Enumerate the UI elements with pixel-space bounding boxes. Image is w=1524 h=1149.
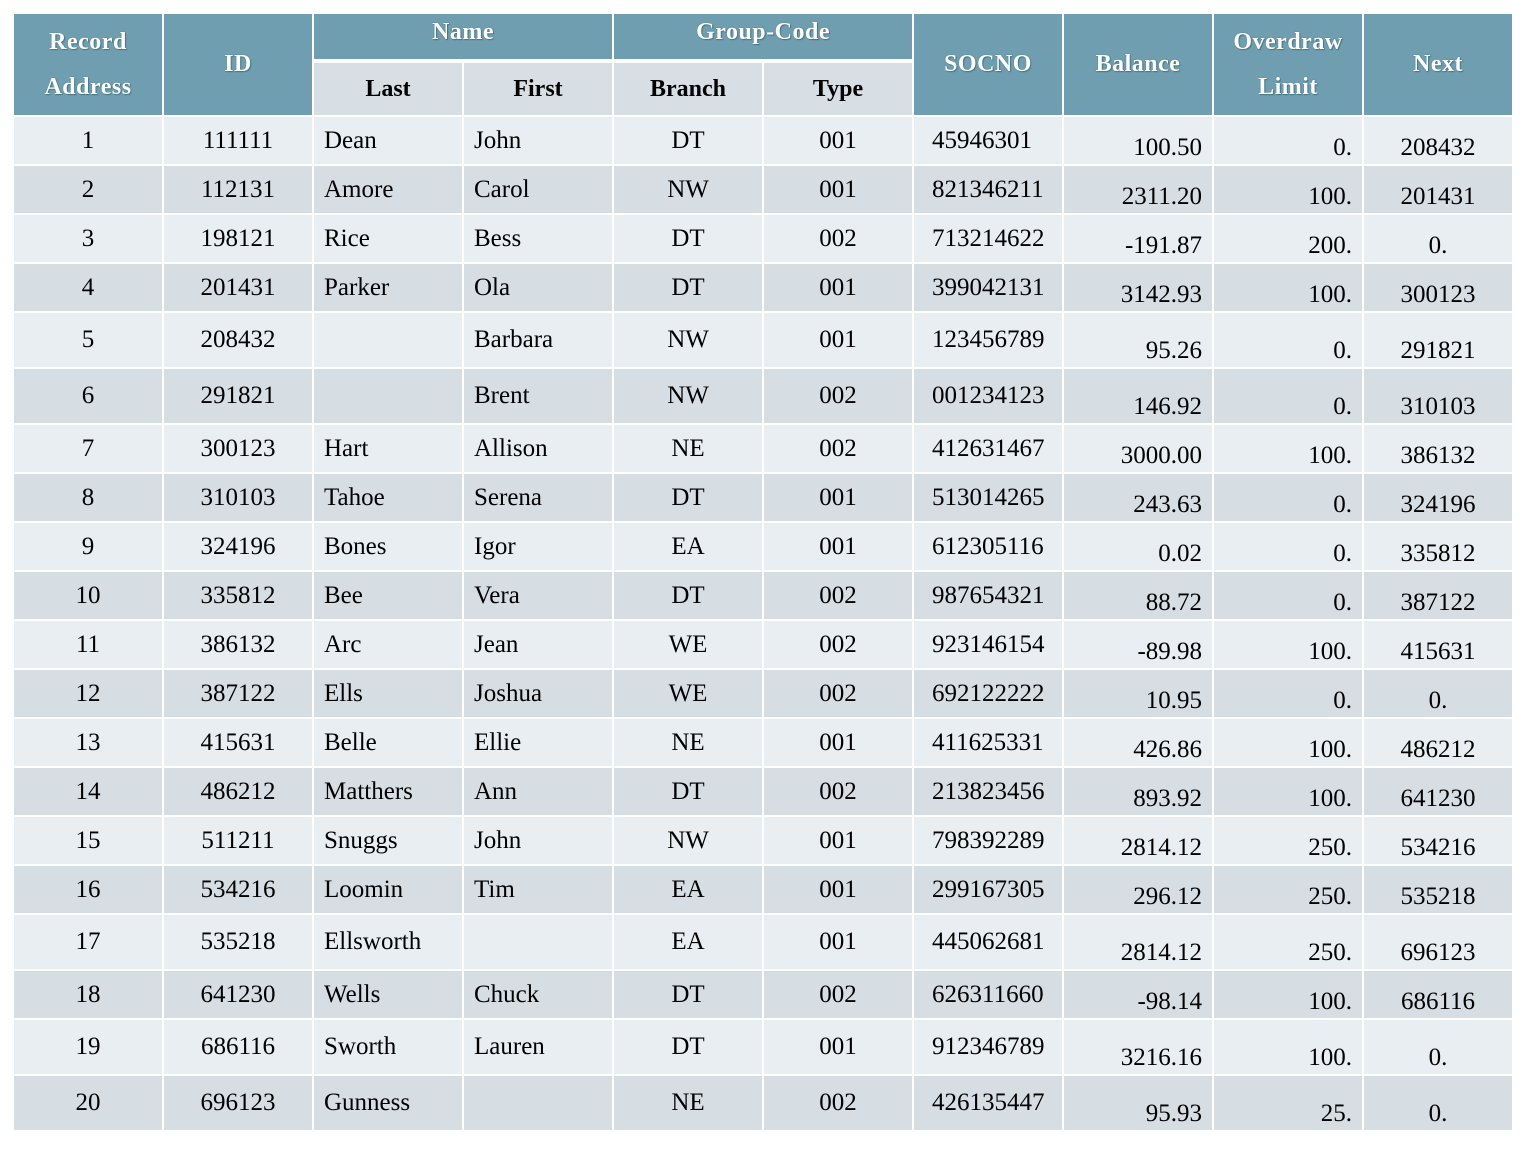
cell-id: 300123 <box>163 424 313 473</box>
header-first: First <box>463 61 613 116</box>
table-row <box>13 914 1513 970</box>
cell-socno: 612305116 <box>913 522 1063 571</box>
cell-next: 535218 <box>1363 865 1513 914</box>
cell-overdraw-limit: 100. <box>1213 1019 1363 1075</box>
cell-socno: 912346789 <box>913 1019 1063 1075</box>
cell-overdraw-limit: 0. <box>1213 368 1363 424</box>
cell-overdraw-limit: 100. <box>1213 718 1363 767</box>
cell-last-name: Dean <box>313 116 463 165</box>
cell-type: 002 <box>763 571 913 620</box>
cell-first-name: Brent <box>463 368 613 424</box>
cell-id: 511211 <box>163 816 313 865</box>
cell-next: 0. <box>1363 1019 1513 1075</box>
cell-socno: 713214622 <box>913 214 1063 263</box>
cell-first-name: Tim <box>463 865 613 914</box>
cell-type: 001 <box>763 914 913 970</box>
cell-first-name: Bess <box>463 214 613 263</box>
cell-next: 686116 <box>1363 970 1513 1019</box>
cell-type: 002 <box>763 970 913 1019</box>
table-row <box>13 767 1513 816</box>
cell-type: 001 <box>763 522 913 571</box>
cell-first-name: Ellie <box>463 718 613 767</box>
cell-branch: NE <box>613 424 763 473</box>
cell-record-address: 10 <box>13 571 163 620</box>
cell-first-name: Ann <box>463 767 613 816</box>
cell-record-address: 13 <box>13 718 163 767</box>
cell-next: 310103 <box>1363 368 1513 424</box>
cell-record-address: 15 <box>13 816 163 865</box>
cell-type: 001 <box>763 865 913 914</box>
cell-last-name: Ells <box>313 669 463 718</box>
cell-overdraw-limit: 100. <box>1213 970 1363 1019</box>
cell-next: 696123 <box>1363 914 1513 970</box>
cell-type: 001 <box>763 263 913 312</box>
header-id: ID <box>163 13 313 116</box>
cell-id: 415631 <box>163 718 313 767</box>
cell-balance: 95.93 <box>1063 1075 1213 1131</box>
cell-record-address: 12 <box>13 669 163 718</box>
cell-id: 387122 <box>163 669 313 718</box>
table-row <box>13 522 1513 571</box>
cell-socno: 445062681 <box>913 914 1063 970</box>
cell-last-name <box>313 368 463 424</box>
table-row <box>13 116 1513 165</box>
cell-last-name: Ellsworth <box>313 914 463 970</box>
cell-balance: 296.12 <box>1063 865 1213 914</box>
cell-balance: 100.50 <box>1063 116 1213 165</box>
cell-overdraw-limit: 0. <box>1213 669 1363 718</box>
cell-branch: DT <box>613 571 763 620</box>
cell-id: 198121 <box>163 214 313 263</box>
cell-last-name: Bee <box>313 571 463 620</box>
cell-next: 0. <box>1363 1075 1513 1131</box>
header-next: Next <box>1363 13 1513 116</box>
cell-type: 001 <box>763 1019 913 1075</box>
table-row <box>13 312 1513 368</box>
table-row <box>13 718 1513 767</box>
cell-record-address: 20 <box>13 1075 163 1131</box>
cell-first-name: Jean <box>463 620 613 669</box>
cell-branch: NE <box>613 1075 763 1131</box>
table-row <box>13 865 1513 914</box>
cell-next: 387122 <box>1363 571 1513 620</box>
cell-branch: DT <box>613 970 763 1019</box>
cell-socno: 45946301 <box>913 116 1063 165</box>
cell-overdraw-limit: 100. <box>1213 767 1363 816</box>
cell-last-name: Wells <box>313 970 463 1019</box>
cell-next: 386132 <box>1363 424 1513 473</box>
cell-branch: EA <box>613 522 763 571</box>
cell-id: 111111 <box>163 116 313 165</box>
cell-first-name: Carol <box>463 165 613 214</box>
cell-branch: EA <box>613 914 763 970</box>
cell-id: 112131 <box>163 165 313 214</box>
cell-type: 002 <box>763 669 913 718</box>
cell-overdraw-limit: 100. <box>1213 263 1363 312</box>
cell-last-name: Tahoe <box>313 473 463 522</box>
table-row <box>13 165 1513 214</box>
cell-branch: WE <box>613 620 763 669</box>
cell-balance: 146.92 <box>1063 368 1213 424</box>
cell-branch: DT <box>613 116 763 165</box>
cell-record-address: 8 <box>13 473 163 522</box>
table-header <box>13 13 1513 116</box>
cell-overdraw-limit: 0. <box>1213 473 1363 522</box>
cell-record-address: 17 <box>13 914 163 970</box>
cell-socno: 412631467 <box>913 424 1063 473</box>
cell-next: 201431 <box>1363 165 1513 214</box>
table-row <box>13 1075 1513 1131</box>
cell-last-name: Amore <box>313 165 463 214</box>
cell-first-name: Allison <box>463 424 613 473</box>
cell-last-name <box>313 312 463 368</box>
cell-balance: 88.72 <box>1063 571 1213 620</box>
cell-branch: NW <box>613 816 763 865</box>
cell-id: 324196 <box>163 522 313 571</box>
cell-id: 208432 <box>163 312 313 368</box>
cell-socno: 213823456 <box>913 767 1063 816</box>
cell-socno: 821346211 <box>913 165 1063 214</box>
cell-branch: EA <box>613 865 763 914</box>
cell-first-name: Ola <box>463 263 613 312</box>
cell-last-name: Gunness <box>313 1075 463 1131</box>
cell-socno: 001234123 <box>913 368 1063 424</box>
cell-overdraw-limit: 200. <box>1213 214 1363 263</box>
cell-first-name: Vera <box>463 571 613 620</box>
cell-socno: 426135447 <box>913 1075 1063 1131</box>
cell-next: 208432 <box>1363 116 1513 165</box>
cell-type: 001 <box>763 165 913 214</box>
cell-id: 310103 <box>163 473 313 522</box>
cell-balance: 95.26 <box>1063 312 1213 368</box>
cell-branch: NW <box>613 368 763 424</box>
header-group-code: Group-Code <box>613 13 913 61</box>
cell-last-name: Arc <box>313 620 463 669</box>
header-socno: SOCNO <box>913 13 1063 116</box>
table-row <box>13 970 1513 1019</box>
cell-id: 641230 <box>163 970 313 1019</box>
cell-balance: 426.86 <box>1063 718 1213 767</box>
cell-overdraw-limit: 100. <box>1213 165 1363 214</box>
cell-id: 386132 <box>163 620 313 669</box>
cell-socno: 798392289 <box>913 816 1063 865</box>
cell-socno: 626311660 <box>913 970 1063 1019</box>
table-row <box>13 1019 1513 1075</box>
cell-type: 002 <box>763 1075 913 1131</box>
cell-next: 0. <box>1363 214 1513 263</box>
cell-type: 002 <box>763 424 913 473</box>
cell-record-address: 5 <box>13 312 163 368</box>
cell-socno: 123456789 <box>913 312 1063 368</box>
cell-id: 486212 <box>163 767 313 816</box>
cell-first-name: Serena <box>463 473 613 522</box>
cell-type: 001 <box>763 473 913 522</box>
cell-id: 535218 <box>163 914 313 970</box>
cell-type: 002 <box>763 620 913 669</box>
cell-first-name: Lauren <box>463 1019 613 1075</box>
cell-balance: 0.02 <box>1063 522 1213 571</box>
cell-record-address: 6 <box>13 368 163 424</box>
cell-id: 335812 <box>163 571 313 620</box>
cell-overdraw-limit: 25. <box>1213 1075 1363 1131</box>
cell-first-name: Chuck <box>463 970 613 1019</box>
cell-record-address: 7 <box>13 424 163 473</box>
cell-branch: DT <box>613 263 763 312</box>
header-last: Last <box>313 61 463 116</box>
cell-branch: DT <box>613 214 763 263</box>
cell-next: 641230 <box>1363 767 1513 816</box>
cell-record-address: 3 <box>13 214 163 263</box>
table-body <box>13 116 1513 1131</box>
cell-next: 415631 <box>1363 620 1513 669</box>
cell-type: 002 <box>763 214 913 263</box>
cell-record-address: 18 <box>13 970 163 1019</box>
cell-last-name: Parker <box>313 263 463 312</box>
cell-balance: 893.92 <box>1063 767 1213 816</box>
cell-branch: NE <box>613 718 763 767</box>
cell-record-address: 1 <box>13 116 163 165</box>
cell-balance: 10.95 <box>1063 669 1213 718</box>
cell-record-address: 11 <box>13 620 163 669</box>
cell-socno: 411625331 <box>913 718 1063 767</box>
cell-id: 534216 <box>163 865 313 914</box>
cell-record-address: 4 <box>13 263 163 312</box>
cell-socno: 299167305 <box>913 865 1063 914</box>
cell-socno: 692122222 <box>913 669 1063 718</box>
cell-overdraw-limit: 0. <box>1213 116 1363 165</box>
cell-last-name: Belle <box>313 718 463 767</box>
cell-first-name: Igor <box>463 522 613 571</box>
cell-last-name: Hart <box>313 424 463 473</box>
cell-balance: 243.63 <box>1063 473 1213 522</box>
cell-overdraw-limit: 250. <box>1213 816 1363 865</box>
cell-next: 324196 <box>1363 473 1513 522</box>
cell-id: 686116 <box>163 1019 313 1075</box>
header-type: Type <box>763 61 913 116</box>
cell-type: 002 <box>763 767 913 816</box>
cell-last-name: Snuggs <box>313 816 463 865</box>
cell-last-name: Sworth <box>313 1019 463 1075</box>
cell-last-name: Matthers <box>313 767 463 816</box>
cell-socno: 399042131 <box>913 263 1063 312</box>
table-row <box>13 368 1513 424</box>
table-row <box>13 669 1513 718</box>
cell-overdraw-limit: 0. <box>1213 312 1363 368</box>
cell-socno: 987654321 <box>913 571 1063 620</box>
cell-balance: 3000.00 <box>1063 424 1213 473</box>
cell-record-address: 2 <box>13 165 163 214</box>
cell-id: 291821 <box>163 368 313 424</box>
header-row-top <box>13 13 1513 61</box>
cell-id: 201431 <box>163 263 313 312</box>
cell-next: 291821 <box>1363 312 1513 368</box>
cell-first-name: John <box>463 816 613 865</box>
cell-first-name: Barbara <box>463 312 613 368</box>
cell-balance: 2814.12 <box>1063 914 1213 970</box>
cell-branch: DT <box>613 473 763 522</box>
cell-next: 486212 <box>1363 718 1513 767</box>
header-balance: Balance <box>1063 13 1213 116</box>
cell-type: 001 <box>763 312 913 368</box>
table-row <box>13 816 1513 865</box>
cell-id: 696123 <box>163 1075 313 1131</box>
cell-last-name: Loomin <box>313 865 463 914</box>
cell-type: 002 <box>763 368 913 424</box>
table-row <box>13 620 1513 669</box>
cell-next: 300123 <box>1363 263 1513 312</box>
cell-first-name: Joshua <box>463 669 613 718</box>
cell-socno: 513014265 <box>913 473 1063 522</box>
cell-last-name: Rice <box>313 214 463 263</box>
header-overdraw-limit: Overdraw Limit <box>1213 13 1363 116</box>
table-row <box>13 214 1513 263</box>
cell-record-address: 14 <box>13 767 163 816</box>
cell-branch: DT <box>613 1019 763 1075</box>
cell-first-name <box>463 1075 613 1131</box>
cell-first-name: John <box>463 116 613 165</box>
records-table <box>12 12 1514 1132</box>
cell-type: 001 <box>763 116 913 165</box>
cell-overdraw-limit: 0. <box>1213 571 1363 620</box>
cell-overdraw-limit: 250. <box>1213 865 1363 914</box>
cell-last-name: Bones <box>313 522 463 571</box>
cell-balance: 2311.20 <box>1063 165 1213 214</box>
table-row <box>13 473 1513 522</box>
header-name: Name <box>313 13 613 61</box>
cell-overdraw-limit: 250. <box>1213 914 1363 970</box>
cell-balance: -98.14 <box>1063 970 1213 1019</box>
cell-record-address: 9 <box>13 522 163 571</box>
cell-overdraw-limit: 0. <box>1213 522 1363 571</box>
table-row <box>13 263 1513 312</box>
table-row <box>13 424 1513 473</box>
cell-first-name <box>463 914 613 970</box>
cell-type: 001 <box>763 816 913 865</box>
cell-branch: NW <box>613 165 763 214</box>
cell-next: 335812 <box>1363 522 1513 571</box>
cell-type: 001 <box>763 718 913 767</box>
cell-overdraw-limit: 100. <box>1213 424 1363 473</box>
header-branch: Branch <box>613 61 763 116</box>
cell-overdraw-limit: 100. <box>1213 620 1363 669</box>
cell-branch: NW <box>613 312 763 368</box>
cell-balance: 2814.12 <box>1063 816 1213 865</box>
cell-socno: 923146154 <box>913 620 1063 669</box>
cell-balance: -89.98 <box>1063 620 1213 669</box>
cell-record-address: 19 <box>13 1019 163 1075</box>
cell-branch: WE <box>613 669 763 718</box>
cell-balance: 3216.16 <box>1063 1019 1213 1075</box>
header-record-address: Record Address <box>13 13 163 116</box>
cell-next: 0. <box>1363 669 1513 718</box>
cell-balance: -191.87 <box>1063 214 1213 263</box>
cell-record-address: 16 <box>13 865 163 914</box>
cell-branch: DT <box>613 767 763 816</box>
cell-balance: 3142.93 <box>1063 263 1213 312</box>
cell-next: 534216 <box>1363 816 1513 865</box>
table-row <box>13 571 1513 620</box>
